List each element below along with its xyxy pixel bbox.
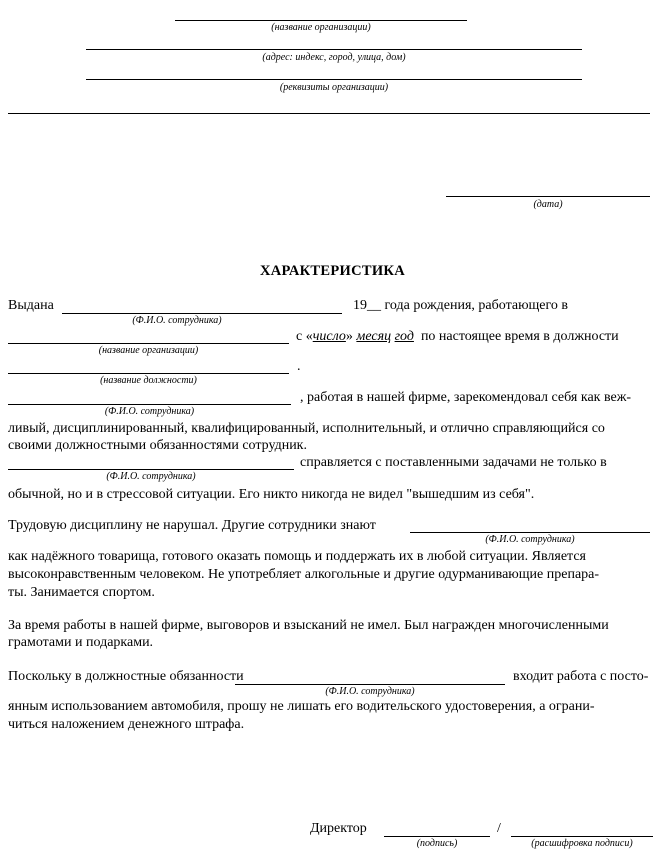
since-day[interactable]: число [312, 329, 346, 344]
org-name-line[interactable] [175, 20, 467, 21]
fio-caption-1: (Ф.И.О. сотрудника) [132, 315, 222, 326]
p2-line3: высоконравственным человеком. Не употребляет алкогольные и другие одурманивающие препара- [8, 567, 600, 582]
p2-line4: ты. Занимается спортом. [8, 585, 155, 600]
fio-caption-2: (Ф.И.О. сотрудника) [104, 406, 195, 417]
org-line[interactable] [8, 343, 289, 344]
fio-line-2[interactable] [8, 404, 291, 405]
line8-text: обычной, но и в стрессовой ситуации. Его никто никогда не видел "вышедшим из себя". [8, 487, 535, 502]
org-name-caption: (название организации) [271, 22, 371, 33]
since-year[interactable]: год [394, 329, 414, 344]
fio-caption-4: (Ф.И.О. сотрудника) [485, 534, 575, 545]
since-text [296, 328, 619, 345]
decode-caption: (расшифровка подписи) [531, 838, 633, 849]
p4-line1-a: Поскольку в должностные обязанности [8, 669, 244, 684]
since-prefix: с « [296, 329, 313, 344]
address-caption: (адрес: индекс, город, улица, дом) [262, 52, 406, 63]
since-month[interactable]: месяц [356, 329, 392, 344]
signature-line[interactable] [384, 836, 490, 837]
birth-year-text: 19__ года рождения, работающего в [353, 298, 569, 313]
position-caption: (название должности) [100, 375, 197, 386]
fio-caption-3: (Ф.И.О. сотрудника) [106, 471, 196, 482]
fio-line-3[interactable] [8, 469, 294, 470]
requisites-line[interactable] [86, 79, 582, 80]
director-label: Директор [310, 821, 367, 836]
p4-line2: янным использованием автомобиля, прошу не лишать его водительского удостоверения, а ограни- [8, 699, 595, 714]
fio-line-1[interactable] [62, 313, 342, 314]
decode-line[interactable] [511, 836, 653, 837]
since-sep: » [345, 329, 353, 344]
p2-line1: Трудовую дисциплину не нарушал. Другие сотрудники знают [8, 518, 376, 533]
p4-line1-b: входит работа с посто- [513, 669, 649, 684]
position-line[interactable] [8, 373, 289, 374]
address-line[interactable] [86, 49, 582, 50]
signature-slash: / [497, 821, 501, 836]
line7-text: справляется с поставленными задачами не только в [300, 455, 607, 470]
p3-line2: грамотами и подарками. [8, 635, 154, 650]
fio-line-4[interactable] [410, 532, 650, 533]
fio-caption-5: (Ф.И.О. сотрудника) [325, 686, 415, 697]
issued-label: Выдана [8, 298, 54, 313]
p3-line1: За время работы в нашей фирме, выговоров и взысканий не имел. Был награжден многочисленными [8, 618, 609, 633]
org-caption: (название организации) [98, 345, 199, 356]
signature-caption: (подпись) [416, 838, 458, 849]
header-divider [8, 113, 650, 114]
document-title: ХАРАКТЕРИСТИКА [260, 263, 406, 279]
date-line[interactable] [446, 196, 650, 197]
requisites-caption: (реквизиты организации) [279, 82, 389, 93]
p4-line3: читься наложением денежного штрафа. [8, 717, 245, 732]
fio-line-5[interactable] [235, 684, 505, 685]
line4-text: , работая в нашей фирме, зарекомендовал себя как веж- [300, 390, 632, 405]
since-suffix: по настоящее время в должности [420, 329, 619, 344]
line5-text: ливый, дисциплинированный, квалифицированный, исполнительный, и отлично справляющийся со [8, 421, 605, 436]
p2-line2: как надёжного товарища, готового оказать помощь и поддержать их в любой ситуации. Является [8, 549, 586, 564]
date-caption: (дата) [533, 199, 563, 210]
position-dot: . [297, 359, 301, 374]
line6-text: своими должностными обязанностями сотрудник. [8, 438, 307, 453]
